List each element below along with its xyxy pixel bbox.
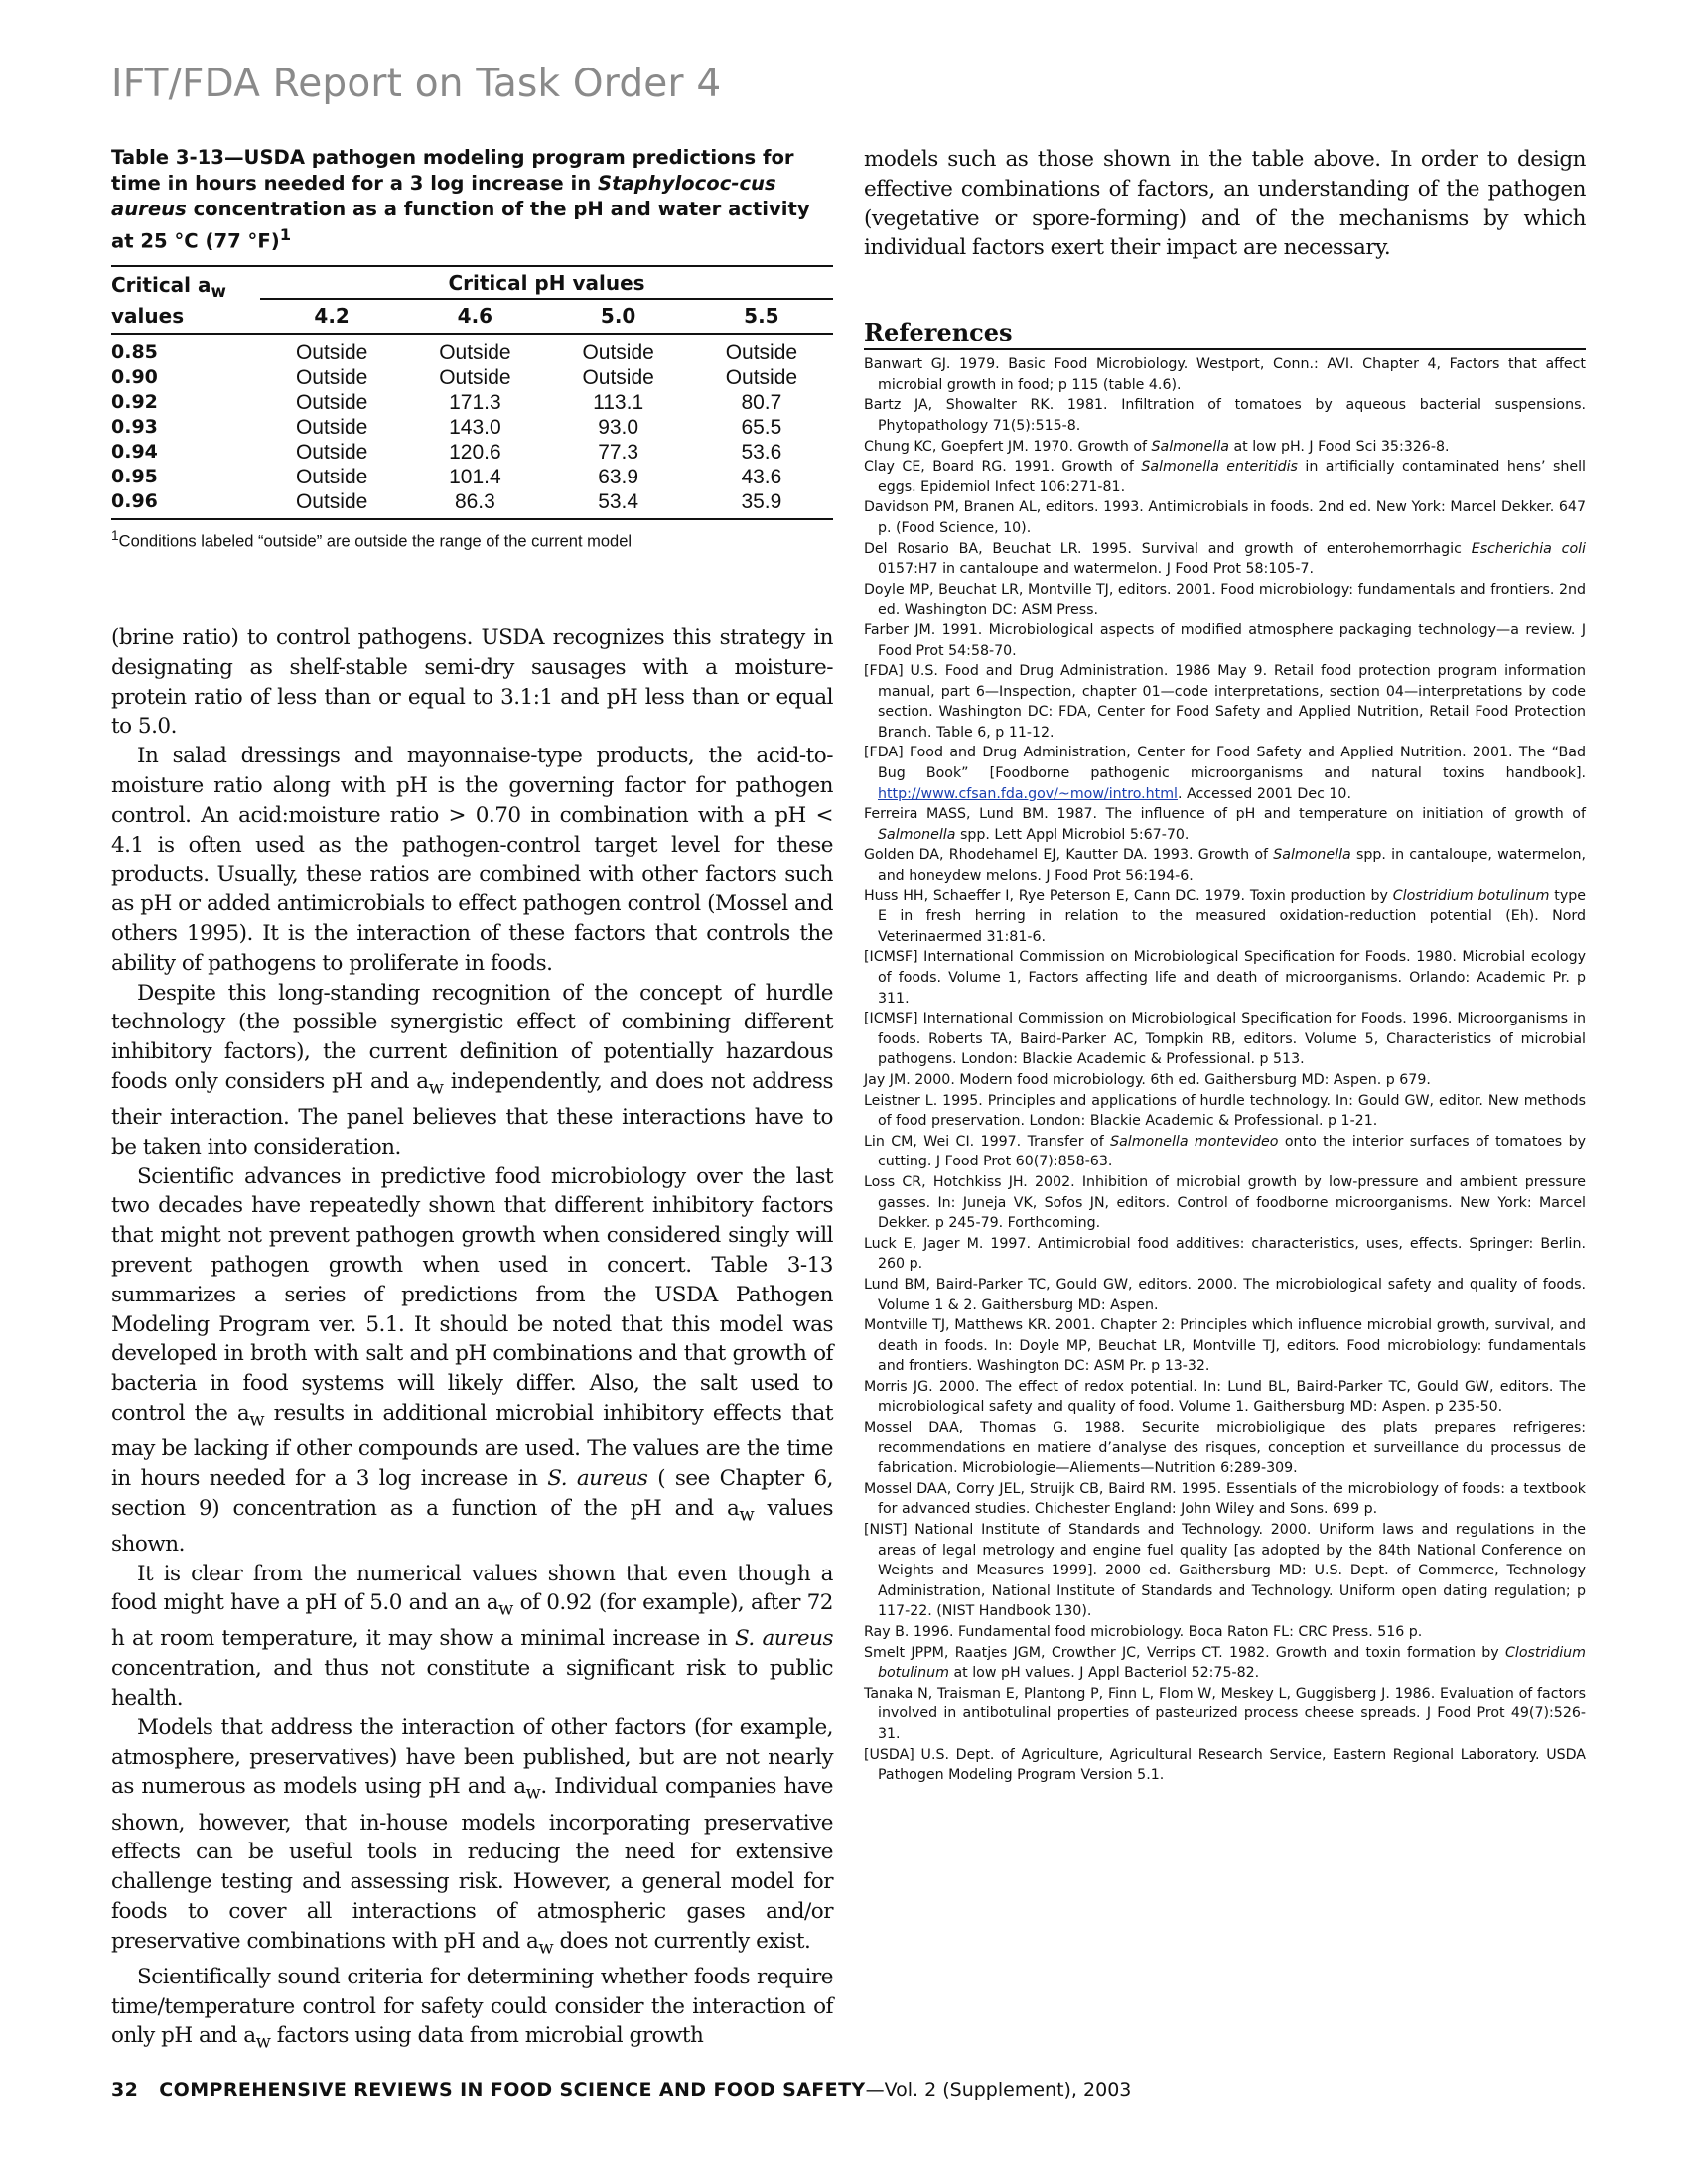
table-cell: Outside: [582, 365, 654, 389]
references-heading: References: [864, 318, 1586, 350]
table-cell: Outside: [295, 489, 368, 513]
column-header: 5.0: [600, 304, 636, 329]
left-body-text: [111, 623, 833, 2058]
reference-item: [ICMSF] International Commission on Microbiological Specification for Foods. 1980. Microbial ecology of foods. Volume 1, Factors affecting life and death of microorganisms. Orlando: Academic Pr. p 311.: [864, 949, 1586, 1007]
table-cell: Outside: [295, 440, 368, 464]
reference-item: Leistner L. 1995. Principles and applications of hurdle technology. In: Gould GW, editor. New methods of food preservation. London: Blackie Academic & Professional. p 1-21.: [864, 1092, 1586, 1130]
reference-item: Chung KC, Goepfert JM. 1970. Growth of Salmonella at low pH. J Food Sci 35:326-8.: [864, 438, 1450, 455]
reference-item: Ferreira MASS, Lund BM. 1987. The influence of pH and temperature on initiation of growth of Salmonella spp. Lett Appl Microbiol 5:67-70.: [864, 806, 1586, 843]
table-cell: 77.3: [598, 440, 639, 464]
table-cell: Outside: [725, 365, 798, 389]
page-number: 32: [111, 2079, 139, 2101]
table-cell: Outside: [582, 341, 654, 364]
reference-item: Del Rosario BA, Beuchat LR. 1995. Survival and growth of enterohemorrhagic Escherichia coli 0157:H7 in cantaloupe and watermelon. J Food Prot 58:105-7.: [864, 540, 1587, 578]
table-cell: Outside: [295, 465, 368, 488]
table-cell: 53.4: [598, 489, 639, 513]
table-cell: Outside: [295, 415, 368, 439]
reference-item: Lin CM, Wei CI. 1997. Transfer of Salmonella montevideo onto the interior surfaces of tomatoes by cutting. J Food Prot 60(7):858-63.: [864, 1133, 1586, 1170]
aw-value: 0.85: [111, 341, 158, 363]
right-intro-paragraph: models such as those shown in the table above. In order to design effective combinations of factors, an understanding of the pathogen (vegetative or spore-forming) and of the mechanisms by which individual factors exert their impact are necessary.: [864, 147, 1586, 261]
table-row: [111, 415, 833, 440]
aw-value: 0.93: [111, 415, 158, 438]
data-table: [111, 265, 833, 514]
aw-value: 0.94: [111, 440, 158, 463]
reference-item: Golden DA, Rhodehamel EJ, Kautter DA. 1993. Growth of Salmonella spp. in cantaloupe, watermelon, and honeydew melons. J Food Prot 56:194-6.: [864, 847, 1586, 885]
aw-value: 0.90: [111, 365, 158, 388]
reference-item: Mossel DAA, Thomas G. 1988. Securite microbioligique des plats prepares refrigeres: recommendations en matiere d’analyse des risques, conception et surveillance du processus de fabrication. Microbiologie—Aliements—Nutrition 6:289-309.: [864, 1420, 1586, 1477]
table-cell: Outside: [295, 390, 368, 414]
journal-name: COMPREHENSIVE REVIEWS IN FOOD SCIENCE AND FOOD SAFETY: [159, 2079, 866, 2101]
table-cell: Outside: [295, 365, 368, 389]
reference-item: Huss HH, Schaeffer I, Rye Peterson E, Cann DC. 1979. Toxin production by Clostridium botulinum type E in fresh herring in relation to the measured oxidation-reduction potential (Eh). Nord Veterinaermed 31:81-6.: [864, 887, 1586, 945]
reference-item: Jay JM. 2000. Modern food microbiology. 6th ed. Gaithersburg MD: Aspen. p 679.: [864, 1071, 1431, 1088]
reference-item: Tanaka N, Traisman E, Plantong P, Finn L, Flom W, Meskey L, Guggisberg J. 1986. Evaluation of factors involved in antibotulinal properties of pasteurized process cheese spreads. J Food Prot 49(7):526-31.: [864, 1685, 1586, 1742]
table-cell: Outside: [725, 341, 798, 364]
table-caption: Table 3-13—USDA pathogen modeling program predictions for time in hours needed for a 3 log increase in Staphylococ-cus aureus concentration as a function of the pH and water activity at 25 °C (77 °F)$^1$: [111, 146, 810, 253]
body-paragraph: Scientific advances in predictive food microbiology over the last two decades have repeatedly shown that different inhibitory factors that might not prevent pathogen growth when considered singly will prevent pathogen growth when used in concert. Table 3-13 summarizes a series of predictions from the USDA Pathogen Modeling Program ver. 5.1. It should be noted that this model was developed in broth with salt and pH combinations and that growth of bacteria in food systems will likely differ. Also, the salt used to control the $a_w$ results in additional microbial inhibitory effects that may be lacking if other compounds are used. The values are the time in hours needed for a 3 log increase in S. aureus ( see Chapter 6, section 9) concentration as a function of the pH and $a_w$ values shown.: [111, 1163, 833, 1557]
aw-value: 0.96: [111, 489, 158, 512]
table-footnote: $^1$Conditions labeled “outside” are outside the range of the current model: [111, 518, 833, 552]
table-cell: 101.4: [449, 465, 501, 488]
table-cell: 171.3: [449, 390, 501, 414]
reference-item: [USDA] U.S. Dept. of Agriculture, Agricultural Research Service, Eastern Regional Laboratory. USDA Pathogen Modeling Program Version 5.1.: [864, 1746, 1586, 1784]
table-row: [111, 489, 833, 514]
column-header: 4.2: [314, 304, 350, 329]
running-header: IFT/FDA Report on Task Order 4: [111, 62, 722, 106]
table-cell: 113.1: [593, 390, 644, 414]
reference-item: Bartz JA, Showalter RK. 1981. Infiltration of tomatoes by aqueous bacterial suspensions. Phytopathology 71(5):515-8.: [864, 397, 1586, 434]
table-cell: 143.0: [449, 415, 501, 439]
body-paragraph: It is clear from the numerical values shown that even though a food might have a pH of 5.0 and an $a_w$ of 0.92 (for example), after 72 h at room temperature, it may show a minimal increase in S. aureus concentration, and thus not constitute a significant risk to public health.: [111, 1561, 833, 1711]
body-paragraph: Models that address the interaction of other factors (for example, atmosphere, preservatives) have been published, but are not nearly as numerous as models using pH and $a_w$. Individual companies have shown, however, that in-house models incorporating preservative effects can be useful tools in reducing the need for extensive challenge testing and assessing risk. However, a general model for foods to cover all interactions of atmospheric gases and/or preservative combinations with pH and $a_w$ does not currently exist.: [111, 1714, 833, 1959]
reference-item: [NIST] National Institute of Standards and Technology. 2000. Uniform laws and regulations in the areas of legal metrology and engine fuel quality [as adopted by the 84th National Conference on Weights and Measures 1999]. 2000 ed. Gaithersburg MD: U.S. Dept. of Commerce, Technology Administration, National Institute of Standards and Technology. Uniform open dating regulation; p 117-22. (NIST Handbook 130).: [864, 1522, 1586, 1620]
table-row: [111, 334, 833, 365]
reference-item: Clay CE, Board RG. 1991. Growth of Salmonella enteritidis in artificially contaminated hens’ shell eggs. Epidemiol Infect 106:271-81.: [864, 459, 1586, 495]
table-cell: 86.3: [454, 489, 495, 513]
column-header: 4.6: [457, 304, 493, 329]
right-column: [864, 145, 1586, 1786]
table-row: [111, 440, 833, 465]
table-cell: 35.9: [741, 489, 782, 513]
table-cell: 65.5: [741, 415, 782, 439]
reference-item: Davidson PM, Branen AL, editors. 1993. Antimicrobials in foods. 2nd ed. New York: Marcel Dekker. 647 p. (Food Science, 10).: [864, 499, 1586, 536]
table-cell: 53.6: [741, 440, 782, 464]
reference-item: Ray B. 1996. Fundamental food microbiology. Boca Raton FL: CRC Press. 516 p.: [864, 1624, 1423, 1640]
table-cell: 43.6: [741, 465, 782, 488]
reference-item: [ICMSF] International Commission on Microbiological Specification for Foods. 1996. Microorganisms in foods. Roberts TA, Baird-Parker AC, Tompkin RB, editors. Volume 5, Characteristics of microbial pathogens. London: Blackie Academic & Professional. p 513.: [864, 1011, 1586, 1068]
row-header: Critical $a_w$ values: [111, 272, 226, 328]
volume-info: —Vol. 2 (Supplement), 2003: [865, 2079, 1132, 2101]
column-header: 5.5: [744, 304, 779, 329]
reference-item: Smelt JPPM, Raatjes JGM, Crowther JC, Verrips CT. 1982. Growth and toxin formation by Clostridium botulinum at low pH values. J Appl Bacteriol 52:75-82.: [864, 1644, 1586, 1682]
body-paragraph: Despite this long-standing recognition of the concept of hurdle technology (the possible synergistic effect of combining different inhibitory factors), the current definition of potentially hazardous foods only considers pH and $a_w$ independently, and does not address their interaction. The panel believes that these interactions have to be taken into consideration.: [111, 980, 833, 1160]
table-row: [111, 365, 833, 390]
table-cell: 63.9: [598, 465, 639, 488]
table-cell: 120.6: [449, 440, 501, 464]
reference-item: [FDA] U.S. Food and Drug Administration. 1986 May 9. Retail food protection program information manual, part 6—Inspection, chapter 01—code interpretations, section 04—interpretations by code section. Washington DC: FDA, Center for Food Safety and Applied Nutrition, Retail Food Protection Branch. Table 6, p 11-12.: [864, 663, 1586, 741]
table-row: [111, 390, 833, 415]
references-list: [864, 354, 1586, 1786]
aw-value: 0.92: [111, 390, 158, 413]
table-row: [111, 465, 833, 489]
group-header: Critical pH values: [260, 266, 833, 299]
reference-item: [FDA] Food and Drug Administration, Center for Food Safety and Applied Nutrition. 2001. The “Bad Bug Book” [Foodborne pathogenic microorganisms and natural toxins handbook]. http://www.cfsan.fda.gov/~mow/intro.html. Accessed 2001 Dec 10.: [864, 745, 1586, 802]
reference-item: Morris JG. 2000. The effect of redox potential. In: Lund BL, Baird-Parker TC, Gould GW, editors. The microbiological safety and quality of food. Volume 1. Gaithersburg MD: Aspen. p 235-50.: [864, 1378, 1586, 1416]
reference-item: Banwart GJ. 1979. Basic Food Microbiology. Westport, Conn.: AVI. Chapter 4, Factors that affect microbial growth in food; p 115 (table 4.6).: [864, 356, 1586, 393]
reference-item: Lund BM, Baird-Parker TC, Gould GW, editors. 2000. The microbiological safety and quality of foods. Volume 1 & 2. Gaithersburg MD: Aspen.: [864, 1276, 1586, 1313]
left-column: [111, 145, 833, 551]
table-cell: 93.0: [598, 415, 639, 439]
body-paragraph: Scientifically sound criteria for determining whether foods require time/temperature control for safety could consider the interaction of only pH and $a_w$ factors using data from microbial growth: [111, 1964, 833, 2053]
table-cell: Outside: [439, 365, 511, 389]
reference-item: Loss CR, Hotchkiss JH. 2002. Inhibition of microbial growth by low-pressure and ambient pressure gasses. In: Juneja VK, Sofos JN, editors. Control of foodborne microorganisms. New York: Marcel Dekker. p 245-79. Forthcoming.: [864, 1173, 1586, 1232]
page-footer: [111, 2079, 1131, 2101]
reference-item: Farber JM. 1991. Microbiological aspects of modified atmosphere packaging technology—a review. J Food Prot 54:58-70.: [864, 621, 1586, 659]
reference-item: Mossel DAA, Corry JEL, Struijk CB, Baird RM. 1995. Essentials of the microbiology of foods: a textbook for advanced studies. Chichester England: John Wiley and Sons. 699 p.: [864, 1480, 1586, 1518]
reference-item: Luck E, Jager M. 1997. Antimicrobial food additives: characteristics, uses, effects. Springer: Berlin. 260 p.: [864, 1235, 1586, 1273]
table-cell: Outside: [295, 341, 368, 364]
body-paragraph: In salad dressings and mayonnaise-type products, the acid-to-moisture ratio along with pH is the governing factor for pathogen control. An acid:moisture ratio > 0.70 in combination with a pH < 4.1 is often used as the pathogen-control target level for these products. Usually, these ratios are combined with other factors such as pH or added antimicrobials to effect pathogen control (Mossel and others 1995). It is the interaction of these factors that controls the ability of pathogens to proliferate in foods.: [111, 744, 833, 976]
reference-item: Doyle MP, Beuchat LR, Montville TJ, editors. 2001. Food microbiology: fundamentals and frontiers. 2nd ed. Washington DC: ASM Press.: [864, 581, 1586, 618]
body-paragraph: (brine ratio) to control pathogens. USDA recognizes this strategy in designating as shelf-stable semi-dry sausages with a moisture-protein ratio of less than or equal to 3.1:1 and pH less than or equal to 5.0.: [111, 625, 833, 740]
table-cell: 80.7: [741, 390, 782, 414]
reference-item: Montville TJ, Matthews KR. 2001. Chapter 2: Principles which influence microbial growth, survival, and death in foods. In: Doyle MP, Beuchat LR, Montville TJ, editors. Food microbiology: fundamentals and frontiers. Washington DC: ASM Pr. p 13-32.: [864, 1317, 1586, 1375]
table-cell: Outside: [439, 341, 511, 364]
aw-value: 0.95: [111, 465, 158, 487]
